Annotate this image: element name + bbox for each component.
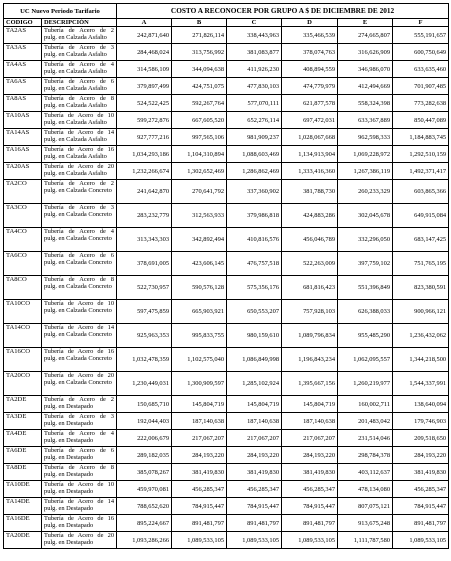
cost-cell-e: 1,062,095,557 [338, 348, 393, 372]
row-code: TA2AS [4, 27, 42, 44]
cost-cell-a: 1,230,449,031 [117, 372, 172, 396]
table-row [4, 27, 449, 44]
table-row [4, 163, 449, 180]
row-description: Tubería de Acero de 4 pulg. en Calzada Asfalto [42, 61, 117, 78]
row-code: TA10DE [4, 481, 42, 498]
table-row [4, 44, 449, 61]
cost-cell-d: 456,285,347 [282, 481, 338, 498]
cost-cell-d: 1,028,067,668 [282, 129, 338, 146]
group-header-a: A [117, 19, 172, 27]
cost-cell-a: 788,652,620 [117, 498, 172, 515]
row-code: TA6CO [4, 252, 42, 276]
row-description: Tubería de Acero de 20 pulg. en Calzada Concreto [42, 372, 117, 396]
cost-cell-f: 784,915,447 [393, 498, 449, 515]
cost-cell-f: 555,191,657 [393, 27, 449, 44]
cost-cell-e: 332,296,050 [338, 228, 393, 252]
row-code: TA14DE [4, 498, 42, 515]
cost-cell-e: 633,367,889 [338, 112, 393, 129]
cost-cell-f: 1,236,432,062 [393, 324, 449, 348]
cost-cell-a: 284,468,024 [117, 44, 172, 61]
cost-cell-c: 187,140,638 [227, 413, 282, 430]
cost-cell-c: 411,926,230 [227, 61, 282, 78]
cost-cell-b: 381,419,830 [172, 464, 227, 481]
cost-cell-f: 284,193,220 [393, 447, 449, 464]
cost-cell-e: 298,784,378 [338, 447, 393, 464]
row-description: Tubería de Acero de 8 pulg. en Destapado [42, 464, 117, 481]
cost-cell-b: 270,641,792 [172, 180, 227, 204]
row-code: TA2DE [4, 396, 42, 413]
row-description: Tubería de Acero de 10 pulg. en Destapado [42, 481, 117, 498]
cost-cell-b: 784,915,447 [172, 498, 227, 515]
table-row [4, 324, 449, 348]
cost-cell-e: 1,267,386,119 [338, 163, 393, 180]
cost-cell-c: 381,419,830 [227, 464, 282, 481]
row-description: Tubería de Acero de 4 pulg. en Destapado [42, 430, 117, 447]
cost-cell-f: 209,518,650 [393, 430, 449, 447]
group-header-b: B [172, 19, 227, 27]
cost-cell-d: 681,816,423 [282, 276, 338, 300]
cost-cell-a: 1,232,266,674 [117, 163, 172, 180]
cost-cell-b: 344,094,638 [172, 61, 227, 78]
cost-cell-f: 179,746,903 [393, 413, 449, 430]
table-body [4, 27, 449, 549]
row-code: TA6DE [4, 447, 42, 464]
cost-cell-a: 379,897,499 [117, 78, 172, 95]
row-code: TA14AS [4, 129, 42, 146]
cost-cell-d: 757,928,103 [282, 300, 338, 324]
row-code: TA14CO [4, 324, 42, 348]
cost-cell-c: 477,830,103 [227, 78, 282, 95]
cost-cell-f: 649,915,084 [393, 204, 449, 228]
cost-cell-e: 1,111,787,580 [338, 532, 393, 549]
cost-cell-a: 459,970,081 [117, 481, 172, 498]
cost-cell-e: 1,260,219,977 [338, 372, 393, 396]
cost-cell-e: 403,112,637 [338, 464, 393, 481]
cost-cell-b: 1,089,533,105 [172, 532, 227, 549]
table-row [4, 532, 449, 549]
cost-cell-f: 701,907,485 [393, 78, 449, 95]
cost-cell-f: 1,344,218,500 [393, 348, 449, 372]
cost-cell-f: 751,765,195 [393, 252, 449, 276]
cost-cell-e: 302,045,678 [338, 204, 393, 228]
cost-cell-d: 474,779,979 [282, 78, 338, 95]
cost-cell-c: 577,070,111 [227, 95, 282, 112]
cost-cell-a: 192,044,403 [117, 413, 172, 430]
row-code: TA8CO [4, 276, 42, 300]
row-description: Tubería de Acero de 16 pulg. en Calzada Concreto [42, 348, 117, 372]
table-row [4, 95, 449, 112]
cost-cell-a: 597,475,859 [117, 300, 172, 324]
cost-cell-c: 337,360,902 [227, 180, 282, 204]
cost-cell-a: 927,777,216 [117, 129, 172, 146]
cost-cell-c: 338,443,963 [227, 27, 282, 44]
row-description: Tubería de Acero de 14 pulg. en Calzada Asfalto [42, 129, 117, 146]
row-description: Tubería de Acero de 20 pulg. en Destapado [42, 532, 117, 549]
cost-cell-c: 381,083,877 [227, 44, 282, 61]
table-row [4, 300, 449, 324]
cost-cell-a: 1,093,286,266 [117, 532, 172, 549]
row-code: TA4CO [4, 228, 42, 252]
table-row [4, 348, 449, 372]
cost-cell-f: 900,966,121 [393, 300, 449, 324]
row-description: Tubería de Acero de 3 pulg. en Calzada Asfalto [42, 44, 117, 61]
group-header-f: F [393, 19, 449, 27]
row-code: TA20CO [4, 372, 42, 396]
table-row [4, 204, 449, 228]
cost-cell-e: 807,075,121 [338, 498, 393, 515]
cost-cell-c: 891,481,797 [227, 515, 282, 532]
cost-cell-b: 891,481,797 [172, 515, 227, 532]
cost-cell-e: 201,483,042 [338, 413, 393, 430]
cost-cell-f: 456,285,347 [393, 481, 449, 498]
row-description: Tubería de Acero de 14 pulg. en Calzada Concreto [42, 324, 117, 348]
row-code: TA16AS [4, 146, 42, 163]
cost-cell-f: 850,447,089 [393, 112, 449, 129]
cost-cell-e: 913,675,248 [338, 515, 393, 532]
cost-cell-b: 424,751,075 [172, 78, 227, 95]
cost-cell-b: 145,804,719 [172, 396, 227, 413]
cost-cell-e: 558,324,398 [338, 95, 393, 112]
cost-cell-c: 1,285,102,924 [227, 372, 282, 396]
cost-cell-d: 424,883,286 [282, 204, 338, 228]
row-description: Tubería de Acero de 3 pulg. en Calzada Concreto [42, 204, 117, 228]
cost-cell-d: 1,089,796,834 [282, 324, 338, 348]
table-row [4, 396, 449, 413]
uc-title: UC Nuevo Periodo Tarifario [4, 4, 117, 19]
cost-cell-b: 590,576,128 [172, 276, 227, 300]
cost-cell-a: 385,078,267 [117, 464, 172, 481]
cost-cell-a: 314,586,109 [117, 61, 172, 78]
table-row [4, 481, 449, 498]
table-row [4, 146, 449, 163]
cost-cell-c: 456,285,347 [227, 481, 282, 498]
cost-cell-c: 980,159,610 [227, 324, 282, 348]
table-row [4, 276, 449, 300]
cost-cell-a: 925,963,353 [117, 324, 172, 348]
row-code: TA16CO [4, 348, 42, 372]
table-row [4, 228, 449, 252]
cost-cell-c: 1,089,533,105 [227, 532, 282, 549]
table-row [4, 252, 449, 276]
cost-cell-f: 1,184,883,745 [393, 129, 449, 146]
cost-cell-d: 381,419,830 [282, 464, 338, 481]
cost-cell-c: 1,286,862,469 [227, 163, 282, 180]
row-description: Tubería de Acero de 6 pulg. en Destapado [42, 447, 117, 464]
table-row [4, 180, 449, 204]
cost-cell-a: 283,232,779 [117, 204, 172, 228]
table-row [4, 515, 449, 532]
row-code: TA2CO [4, 180, 42, 204]
cost-cell-e: 955,485,290 [338, 324, 393, 348]
cost-cell-b: 271,826,114 [172, 27, 227, 44]
cost-cell-a: 522,730,957 [117, 276, 172, 300]
row-description: Tubería de Acero de 2 pulg. en Destapado [42, 396, 117, 413]
cost-cell-b: 667,605,520 [172, 112, 227, 129]
cost-cell-d: 456,046,789 [282, 228, 338, 252]
cost-cell-d: 335,466,539 [282, 27, 338, 44]
cost-cell-e: 626,388,033 [338, 300, 393, 324]
row-description: Tubería de Acero de 8 pulg. en Calzada Asfalto [42, 95, 117, 112]
cost-cell-d: 1,134,913,904 [282, 146, 338, 163]
cost-cell-f: 1,544,337,991 [393, 372, 449, 396]
cost-cell-c: 1,088,603,469 [227, 146, 282, 163]
cost-cell-e: 962,598,333 [338, 129, 393, 146]
cost-cell-d: 145,804,719 [282, 396, 338, 413]
cost-cell-b: 456,285,347 [172, 481, 227, 498]
cost-cell-f: 603,865,366 [393, 180, 449, 204]
cost-cell-e: 160,002,711 [338, 396, 393, 413]
row-code: TA6AS [4, 78, 42, 95]
cost-cell-c: 981,909,237 [227, 129, 282, 146]
cost-cell-a: 313,343,303 [117, 228, 172, 252]
cost-cell-e: 1,069,228,972 [338, 146, 393, 163]
codigo-header: CODIGO [4, 19, 42, 27]
row-description: Tubería de Acero de 14 pulg. en Destapado [42, 498, 117, 515]
cost-cell-f: 138,640,094 [393, 396, 449, 413]
cost-cell-c: 575,356,176 [227, 276, 282, 300]
cost-cell-b: 1,302,652,469 [172, 163, 227, 180]
row-code: TA20DE [4, 532, 42, 549]
cost-cell-b: 217,067,207 [172, 430, 227, 447]
cost-cell-b: 1,300,909,597 [172, 372, 227, 396]
table-row [4, 464, 449, 481]
cost-cell-b: 997,565,106 [172, 129, 227, 146]
cost-cell-f: 823,380,591 [393, 276, 449, 300]
cost-cell-d: 891,481,797 [282, 515, 338, 532]
cost-cell-d: 378,074,763 [282, 44, 338, 61]
row-description: Tubería de Acero de 4 pulg. en Calzada Concreto [42, 228, 117, 252]
cost-cell-d: 1,395,667,156 [282, 372, 338, 396]
cost-cell-d: 1,089,533,105 [282, 532, 338, 549]
row-description: Tubería de Acero de 10 pulg. en Calzada Asfalto [42, 112, 117, 129]
row-description: Tubería de Acero de 16 pulg. en Destapado [42, 515, 117, 532]
row-description: Tubería de Acero de 20 pulg. en Calzada Asfalto [42, 163, 117, 180]
row-code: TA10AS [4, 112, 42, 129]
row-description: Tubería de Acero de 10 pulg. en Calzada Concreto [42, 300, 117, 324]
cost-cell-d: 522,263,009 [282, 252, 338, 276]
row-code: TA4AS [4, 61, 42, 78]
group-header-d: D [282, 19, 338, 27]
row-code: TA3CO [4, 204, 42, 228]
row-description: Tubería de Acero de 16 pulg. en Calzada Asfalto [42, 146, 117, 163]
group-header-c: C [227, 19, 282, 27]
cost-cell-d: 408,894,559 [282, 61, 338, 78]
cost-cell-c: 410,816,576 [227, 228, 282, 252]
group-header-e: E [338, 19, 393, 27]
cost-table [3, 3, 449, 549]
cost-title: COSTO A RECONOCER POR GRUPO A $ DE DICIEMBRE DE 2012 [117, 4, 449, 19]
cost-cell-b: 665,903,921 [172, 300, 227, 324]
cost-cell-b: 342,892,494 [172, 228, 227, 252]
cost-cell-f: 891,481,797 [393, 515, 449, 532]
row-code: TA4DE [4, 430, 42, 447]
cost-cell-b: 423,606,145 [172, 252, 227, 276]
cost-cell-a: 599,272,876 [117, 112, 172, 129]
table-row [4, 112, 449, 129]
cost-cell-a: 241,642,870 [117, 180, 172, 204]
row-description: Tubería de Acero de 3 pulg. en Destapado [42, 413, 117, 430]
cost-cell-f: 1,292,510,159 [393, 146, 449, 163]
cost-cell-f: 773,282,638 [393, 95, 449, 112]
cost-cell-e: 316,626,909 [338, 44, 393, 61]
table-row [4, 413, 449, 430]
row-code: TA3DE [4, 413, 42, 430]
cost-cell-b: 995,833,755 [172, 324, 227, 348]
cost-cell-e: 397,759,102 [338, 252, 393, 276]
cost-cell-a: 289,182,035 [117, 447, 172, 464]
cost-cell-f: 1,492,371,417 [393, 163, 449, 180]
cost-cell-a: 1,034,293,186 [117, 146, 172, 163]
table-row [4, 498, 449, 515]
cost-cell-a: 1,032,478,359 [117, 348, 172, 372]
cost-cell-d: 697,472,031 [282, 112, 338, 129]
cost-cell-a: 222,006,679 [117, 430, 172, 447]
cost-cell-c: 652,276,114 [227, 112, 282, 129]
column-header-row [4, 19, 449, 27]
cost-cell-e: 551,396,849 [338, 276, 393, 300]
cost-cell-d: 284,193,220 [282, 447, 338, 464]
row-description: Tubería de Acero de 6 pulg. en Calzada Concreto [42, 252, 117, 276]
cost-cell-c: 145,804,719 [227, 396, 282, 413]
row-code: TA8AS [4, 95, 42, 112]
cost-cell-c: 1,086,849,998 [227, 348, 282, 372]
cost-cell-e: 412,494,669 [338, 78, 393, 95]
cost-cell-d: 784,915,447 [282, 498, 338, 515]
cost-cell-e: 346,986,070 [338, 61, 393, 78]
cost-cell-d: 217,067,207 [282, 430, 338, 447]
cost-cell-f: 683,147,425 [393, 228, 449, 252]
cost-cell-f: 633,635,460 [393, 61, 449, 78]
table-row [4, 447, 449, 464]
cost-cell-b: 592,267,764 [172, 95, 227, 112]
row-code: TA8DE [4, 464, 42, 481]
table-row [4, 78, 449, 95]
row-code: TA10CO [4, 300, 42, 324]
cost-cell-e: 260,233,329 [338, 180, 393, 204]
cost-cell-c: 650,553,207 [227, 300, 282, 324]
row-description: Tubería de Acero de 6 pulg. en Calzada Asfalto [42, 78, 117, 95]
row-description: Tubería de Acero de 2 pulg. en Calzada Concreto [42, 180, 117, 204]
cost-cell-e: 274,665,807 [338, 27, 393, 44]
cost-cell-c: 476,757,518 [227, 252, 282, 276]
cost-cell-c: 284,193,220 [227, 447, 282, 464]
table-row [4, 61, 449, 78]
cost-cell-a: 895,224,667 [117, 515, 172, 532]
cost-cell-e: 231,514,046 [338, 430, 393, 447]
cost-cell-f: 1,089,533,105 [393, 532, 449, 549]
cost-cell-a: 524,522,425 [117, 95, 172, 112]
row-code: TA3AS [4, 44, 42, 61]
row-description: Tubería de Acero de 8 pulg. en Calzada Concreto [42, 276, 117, 300]
cost-cell-d: 381,788,730 [282, 180, 338, 204]
cost-cell-f: 600,750,649 [393, 44, 449, 61]
cost-cell-a: 378,691,005 [117, 252, 172, 276]
row-code: TA20AS [4, 163, 42, 180]
table-row [4, 129, 449, 146]
cost-cell-b: 1,104,310,894 [172, 146, 227, 163]
table-row [4, 372, 449, 396]
cost-cell-d: 621,877,578 [282, 95, 338, 112]
cost-cell-f: 381,419,830 [393, 464, 449, 481]
cost-cell-b: 1,102,575,040 [172, 348, 227, 372]
table-row [4, 430, 449, 447]
cost-cell-b: 284,193,220 [172, 447, 227, 464]
cost-cell-c: 217,067,207 [227, 430, 282, 447]
cost-cell-b: 313,756,992 [172, 44, 227, 61]
cost-cell-e: 478,134,080 [338, 481, 393, 498]
cost-cell-b: 187,140,638 [172, 413, 227, 430]
cost-cell-b: 312,563,933 [172, 204, 227, 228]
cost-cell-a: 150,685,710 [117, 396, 172, 413]
cost-cell-a: 242,871,640 [117, 27, 172, 44]
cost-cell-d: 187,140,638 [282, 413, 338, 430]
cost-cell-d: 1,196,843,234 [282, 348, 338, 372]
row-code: TA16DE [4, 515, 42, 532]
cost-cell-d: 1,333,416,360 [282, 163, 338, 180]
row-description: Tubería de Acero de 2 pulg. en Calzada Asfalto [42, 27, 117, 44]
cost-cell-c: 784,915,447 [227, 498, 282, 515]
descripcion-header: DESCRIPCIÓN [42, 19, 117, 27]
cost-cell-c: 379,986,818 [227, 204, 282, 228]
